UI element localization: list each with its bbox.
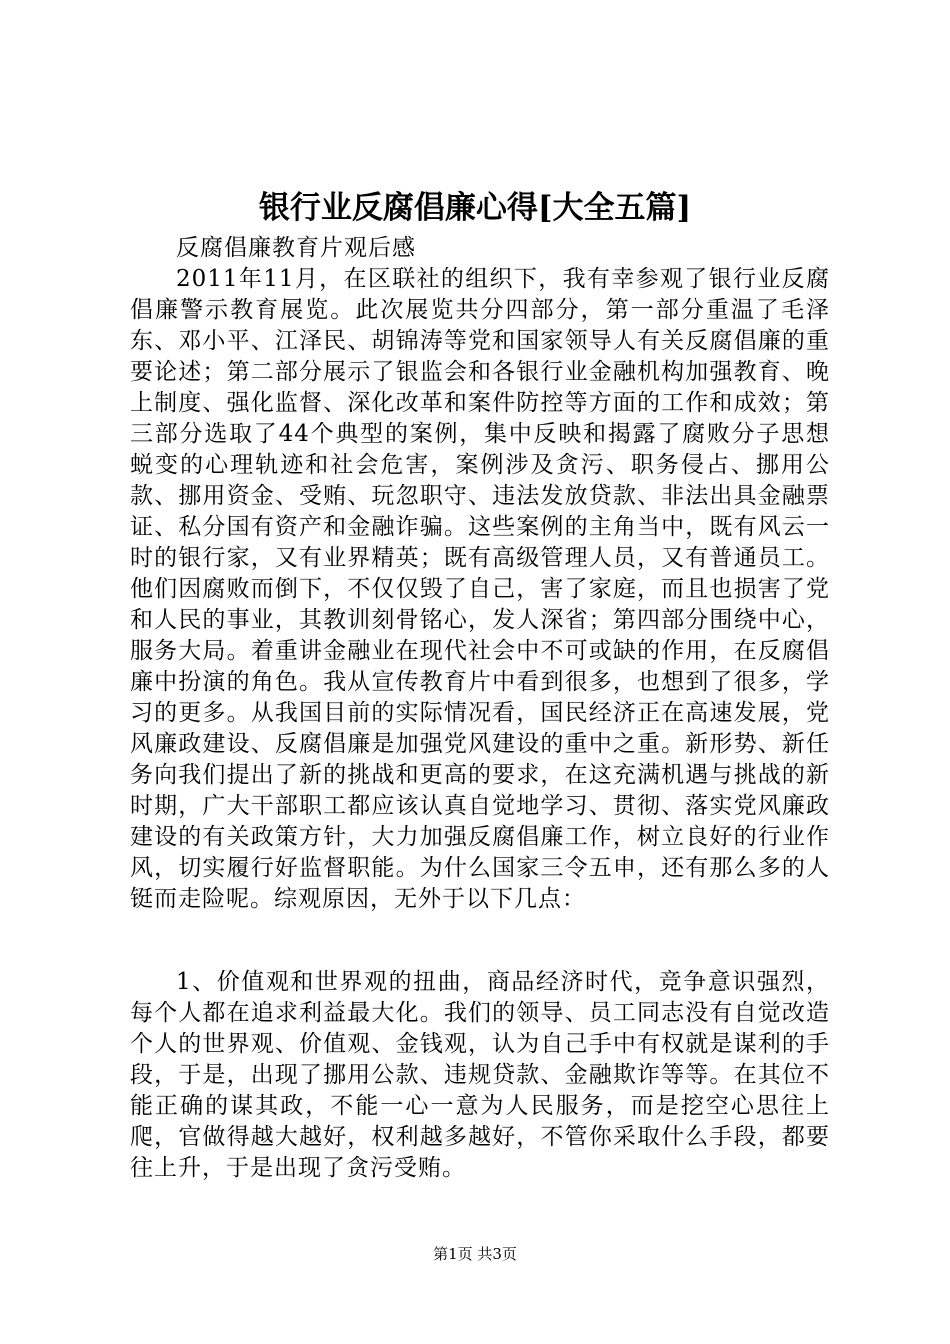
paragraph-1: 2011年11月，在区联社的组织下，我有幸参观了银行业反腐倡廉警示教育展览。此次展览共分四部分，第一部分重温了毛泽东、邓小平、江泽民、胡锦涛等党和国家领导人有关反腐倡廉的重要论述；第二部分展示了银监会和各银行业金融机构加强教育、晚上制度、强化监督、深化改革和案件防控等方面的工作和成效；第三部分选取了44个典型的案例，集中反映和揭露了腐败分子思想蜕变的心理轨迹和社会危害，案例涉及贪污、职务侵占、挪用公款、挪用资金、受贿、玩忽职守、违法发放贷款、非法出具金融票证、私分国有资产和金融诈骗。这些案例的主角当中，既有风云一时的银行家，又有业界精英；既有高级管理人员，又有普通员工。他们因腐败而倒下，不仅仅毁了自己，害了家庭，而且也损害了党和人民的事业，其教训刻骨铭心，发人深省；第四部分围绕中心，服务大局。着重讲金融业在现代社会中不可或缺的作用，在反腐倡廉中扮演的角色。我从宣传教育片中看到很多，也想到了很多，学习的更多。从我国目前的实际情况看，国民经济正在高速发展，党风廉政建设、反腐倡廉是加强党风建设的重中之重。新形势、新任务向我们提出了新的挑战和更高的要求，在这充满机遇与挑战的新时期，广大干部职工都应该认真自觉地学习、贯彻、落实党风廉政建设的有关政策方针，大力加强反腐倡廉工作，树立良好的行业作风，切实履行好监督职能。为什么国家三令五申，还有那么多的人铤而走险呢。综观原因，无外于以下几点： (130, 266, 830, 912)
document-subtitle: 反腐倡廉教育片观后感 (176, 235, 416, 261)
paragraph-2: 1、价值观和世界观的扭曲，商品经济时代，竞争意识强烈，每个人都在追求利益最大化。我们的领导、员工同志没有自觉改造个人的世界观、价值观、金钱观，认为自己手中有权就是谋利的手段，于是，出现了挪用公款、违规贷款、金融欺诈等等。在其位不能正确的谋其政，不能一心一意为人民服务，而是挖空心思往上爬，官做得越大越好，权利越多越好，不管你采取什么手段，都要往上升，于是出现了贪污受贿。 (130, 969, 830, 1181)
page-footer: 第1页 共3页 (433, 1245, 517, 1263)
document-title: 银行业反腐倡廉心得[大全五篇] (258, 190, 692, 226)
